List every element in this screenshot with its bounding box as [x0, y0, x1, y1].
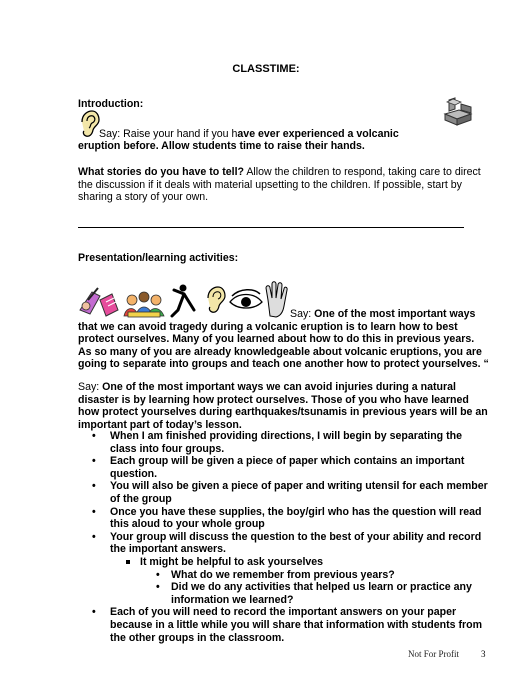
list-item: • When I am finished providing directions, I will begin by separating the class into four groups. — [78, 430, 518, 455]
stories-paragraph: What stories do you have to tell? Allow the children to respond, taking care to direct the discussion if it deals with material upsetting to the children. If possible, start by sharing a story of your own. — [78, 166, 481, 204]
directions-list — [78, 430, 518, 644]
introduction-heading: Introduction: — [78, 98, 144, 110]
presentation-paragraph-1: Say: One of the most important ways that we can avoid tragedy during a volcanic eruption is to learn how to best protect ourselves. Many of you learned about how to do this in previous years. As so many of you are already knowledgeable about volcanic eruptions, you are going to separate into groups and teach one another how to protect yourselves. “ — [78, 308, 489, 371]
list-item-square: It might be helpful to ask yourselves — [78, 556, 518, 569]
sub-list-item: • Did we do any activities that helped us learn or practice any information we learned? — [78, 581, 518, 606]
say-label-2: Say: — [290, 308, 315, 320]
eye-icon — [230, 290, 262, 308]
ear-icon — [78, 110, 100, 138]
list-item: • You will also be given a piece of paper and writing utensil for each member of the group — [78, 480, 518, 505]
intro-say-line-2: eruption before. Allow students time to raise their hands. — [78, 140, 365, 152]
presentation-heading: Presentation/learning activities: — [78, 252, 239, 264]
list-item: • Each group will be given a piece of paper which contains an important question. — [78, 455, 518, 480]
desk-chair-icon — [441, 96, 475, 126]
list-item: • Your group will discuss the question to the best of your ability and record the important answers. — [78, 531, 518, 556]
list-item: • Once you have these supplies, the boy/girl who has the question will read this aloud to your whole group — [78, 506, 518, 531]
sub-list-item: • What do we remember from previous years? — [78, 569, 518, 582]
say-label: Say: — [99, 128, 124, 140]
intro-say-line — [99, 128, 469, 141]
footer-text: Not For Profit — [408, 649, 460, 659]
say-label-3: Say: — [78, 381, 103, 393]
stories-question: What stories do you have to tell? — [78, 166, 244, 178]
say-text: Raise your hand if you h — [123, 128, 238, 140]
say-text-bold: ave ever experienced a volcanic — [237, 128, 399, 140]
page-title: CLASSTIME: — [232, 63, 300, 75]
list-item: • Each of you will need to record the important answers on your paper because in a little while you will share that information with students from the other groups in the classroom. — [78, 606, 518, 644]
page-number: 3 — [481, 649, 486, 659]
section-divider — [78, 227, 464, 228]
presentation-paragraph-2: Say: One of the most important ways we can avoid injuries during a natural disaster is by learning how protect ourselves. Those of you who have learned how protect yourselves during earthquakes/tsunamis in previous years will be an important part of today’s lesson. — [78, 381, 488, 431]
